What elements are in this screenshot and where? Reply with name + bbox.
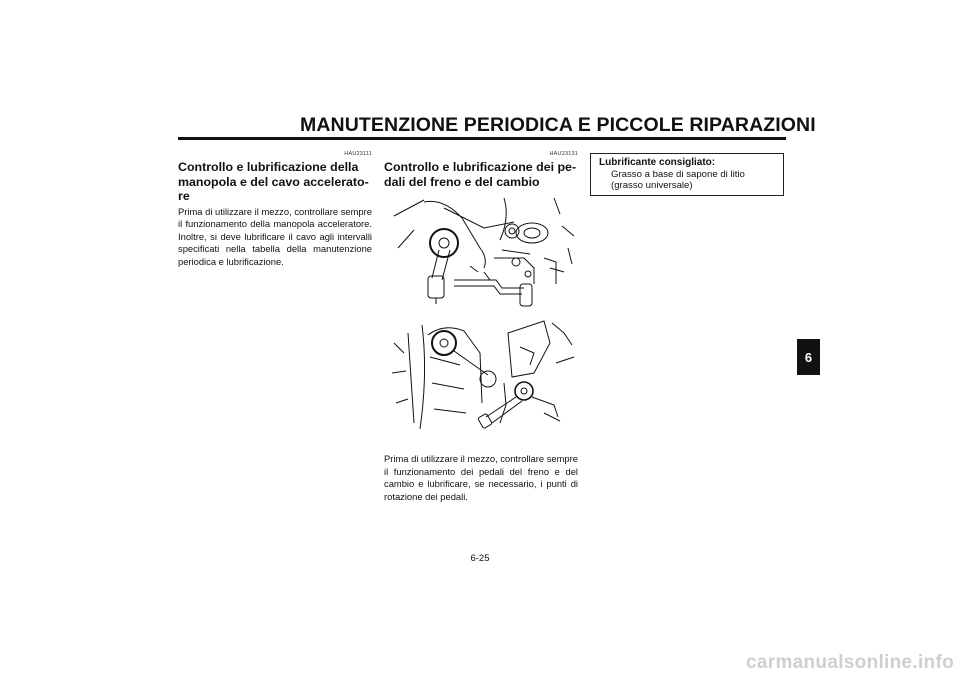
middle-column [384,151,578,191]
page-header-title: MANUTENZIONE PERIODICA E PICCOLE RIPARAZIONI [300,114,816,136]
lubricant-title: Lubrificante consigliato: [599,157,716,168]
section-code: HAU23131 [549,151,578,157]
section-code: HAU23111 [344,151,372,157]
shift-pedal-illustration [384,313,578,433]
brake-pedal-illustration [384,188,578,313]
heading-line: Controllo e lubrificazione dei pe- [384,160,577,174]
section-heading [178,160,372,204]
heading-line: Controllo e lubrificazione della [178,160,359,174]
section-body: Prima di utilizzare il mezzo, controllare sempre il funzionamento della manopola acceleratore. Inoltre, si deve lubrificare il cavo agli intervalli specificati nella tabella della manutenzione periodica e lubrificazione. [178,205,372,267]
chapter-tab: 6 [797,339,820,375]
section-heading [384,160,578,189]
header-rule [178,137,786,140]
watermark: carmanualsonline.info [746,652,954,673]
lubricant-line: (grasso universale) [611,180,693,192]
lubricant-line: Grasso a base di sapone di litio [611,169,745,180]
heading-line: re [178,189,190,203]
section-body: Prima di utilizzare il mezzo, controllare sempre il funzionamento dei pedali del freno e del cambio e lubrificare, se necessario, i punti di rotazione dei pedali. [384,453,578,502]
left-column [178,151,372,268]
heading-line: dali del freno e del cambio [384,174,540,189]
page-number: 6-25 [470,553,490,564]
middle-body-wrap [384,453,578,503]
heading-line: manopola e del cavo accelerato- [178,174,369,189]
pedal-illustrations [384,188,578,433]
lubricant-box [590,153,784,196]
